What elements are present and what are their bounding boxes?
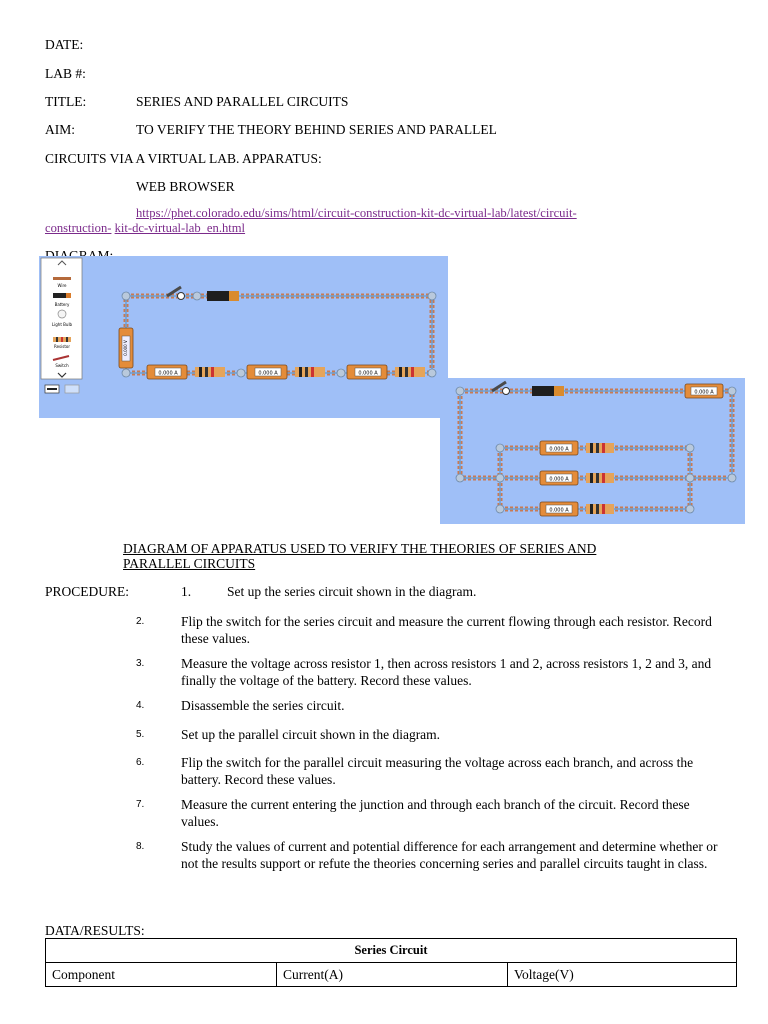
parallel-top-reading: 0.000 A xyxy=(694,389,714,396)
step-1-number: 1. xyxy=(181,584,192,599)
toolbox-label-switch: Switch xyxy=(55,363,69,368)
step-8-number: 8. xyxy=(136,841,145,852)
procedure-label: PROCEDURE: xyxy=(45,584,130,599)
step-2-text: Flip the switch for the series circuit and measure the current flowing through each resistor. Record these values. xyxy=(181,614,712,646)
toolbox-label-wire: Wire xyxy=(57,283,67,288)
series-junctions xyxy=(122,292,436,377)
voltmeter-reading: 0.000 V xyxy=(123,340,128,356)
parallel-branch-3 xyxy=(540,502,614,516)
step-2-number: 2. xyxy=(136,616,145,627)
apparatus-link-line2[interactable] xyxy=(45,221,245,236)
step-4-number: 4. xyxy=(136,700,145,711)
step-7-number: 7. xyxy=(136,799,145,810)
series-resistor-2 xyxy=(247,365,325,379)
apparatus-item: WEB BROWSER xyxy=(136,179,235,194)
switch-contact xyxy=(178,293,185,300)
series-resistor-1 xyxy=(147,365,225,379)
series-circuit-svg xyxy=(39,256,448,418)
series-wires xyxy=(126,296,432,373)
step-1-text: Set up the series circuit shown in the diagram. xyxy=(227,584,477,599)
parallel-reading-3: 0.000 A xyxy=(549,507,569,514)
column-header-component: Component xyxy=(46,963,277,987)
step-3-number: 3. xyxy=(136,658,145,669)
toolbox-label-resistor: Resistor xyxy=(54,344,70,349)
apparatus-link-part2b[interactable]: kit-dc-virtual-lab_en.html xyxy=(114,221,246,235)
aim-value-line1: TO VERIFY THE THEORY BEHIND SERIES AND PARALLEL xyxy=(136,122,497,137)
apparatus-link-line1[interactable]: https://phet.colorado.edu/sims/html/circuit-construction-kit-dc-virtual-lab/latest/circuit- xyxy=(136,206,577,220)
column-header-voltage: Voltage(V) xyxy=(508,963,737,987)
light-bulb-tool-icon xyxy=(58,310,66,318)
series-reading-2: 0.000 A xyxy=(258,370,278,377)
step-5-number: 5. xyxy=(136,729,145,740)
parallel-branch-1 xyxy=(540,441,614,455)
parallel-branch-2 xyxy=(540,471,614,485)
parallel-reading-2: 0.000 A xyxy=(549,476,569,483)
step-3-text: Measure the voltage across resistor 1, then across resistors 1 and 2, across resistors 1, 2 and 3, and finally the voltage of the battery. Record these values. xyxy=(181,656,712,688)
toolbox-label-light-bulb: Light Bulb xyxy=(51,322,73,327)
parallel-circuit-svg xyxy=(440,378,745,524)
diagram-caption xyxy=(123,541,596,571)
series-reading-3: 0.000 A xyxy=(358,370,378,377)
step-6-text: Flip the switch for the parallel circuit measuring the voltage across each branch, and across the battery. Record these values. xyxy=(181,755,694,787)
series-results-table xyxy=(45,938,737,987)
title-label: TITLE: xyxy=(45,94,87,109)
table-title: Series Circuit xyxy=(46,939,737,963)
step-4-text: Disassemble the series circuit. xyxy=(181,698,345,713)
column-header-current: Current(A) xyxy=(277,963,508,987)
step-8-text: Study the values of current and potential difference for each arrangement and determine whether or not the results support or refute the theories concerning series and parallel circuits taught in class. xyxy=(181,839,718,871)
parallel-circuit-image xyxy=(440,378,745,524)
results-label: DATA/RESULTS: xyxy=(45,923,145,938)
step-6-number: 6. xyxy=(136,757,145,768)
toolbox-label-battery: Battery xyxy=(54,302,70,307)
lab-number-label: LAB #: xyxy=(45,66,86,81)
series-reading-1: 0.000 A xyxy=(158,370,178,377)
date-label: DATE: xyxy=(45,37,84,52)
series-circuit-image xyxy=(39,256,448,418)
aim-value-line2: CIRCUITS VIA A VIRTUAL LAB. APPARATUS: xyxy=(45,151,322,166)
diagram-caption-line1: DIAGRAM OF APPARATUS USED TO VERIFY THE THEORIES OF SERIES AND xyxy=(123,541,597,556)
apparatus-link-part2a[interactable]: construction- xyxy=(45,221,112,235)
diagram-caption-line2: PARALLEL CIRCUITS xyxy=(123,556,256,571)
aim-label: AIM: xyxy=(45,122,75,137)
series-resistor-3 xyxy=(347,365,425,379)
title-value: SERIES AND PARALLEL CIRCUITS xyxy=(136,94,349,109)
step-5-text: Set up the parallel circuit shown in the diagram. xyxy=(181,727,441,742)
parallel-top-ammeter xyxy=(685,384,723,398)
wire-tool-icon xyxy=(53,277,71,280)
parallel-reading-1: 0.000 A xyxy=(549,446,569,453)
toolbox-panel xyxy=(41,258,82,379)
step-7-text: Measure the current entering the junction and through each branch of the circuit. Record these values. xyxy=(181,797,690,829)
view-toggle-schematic xyxy=(65,385,79,393)
